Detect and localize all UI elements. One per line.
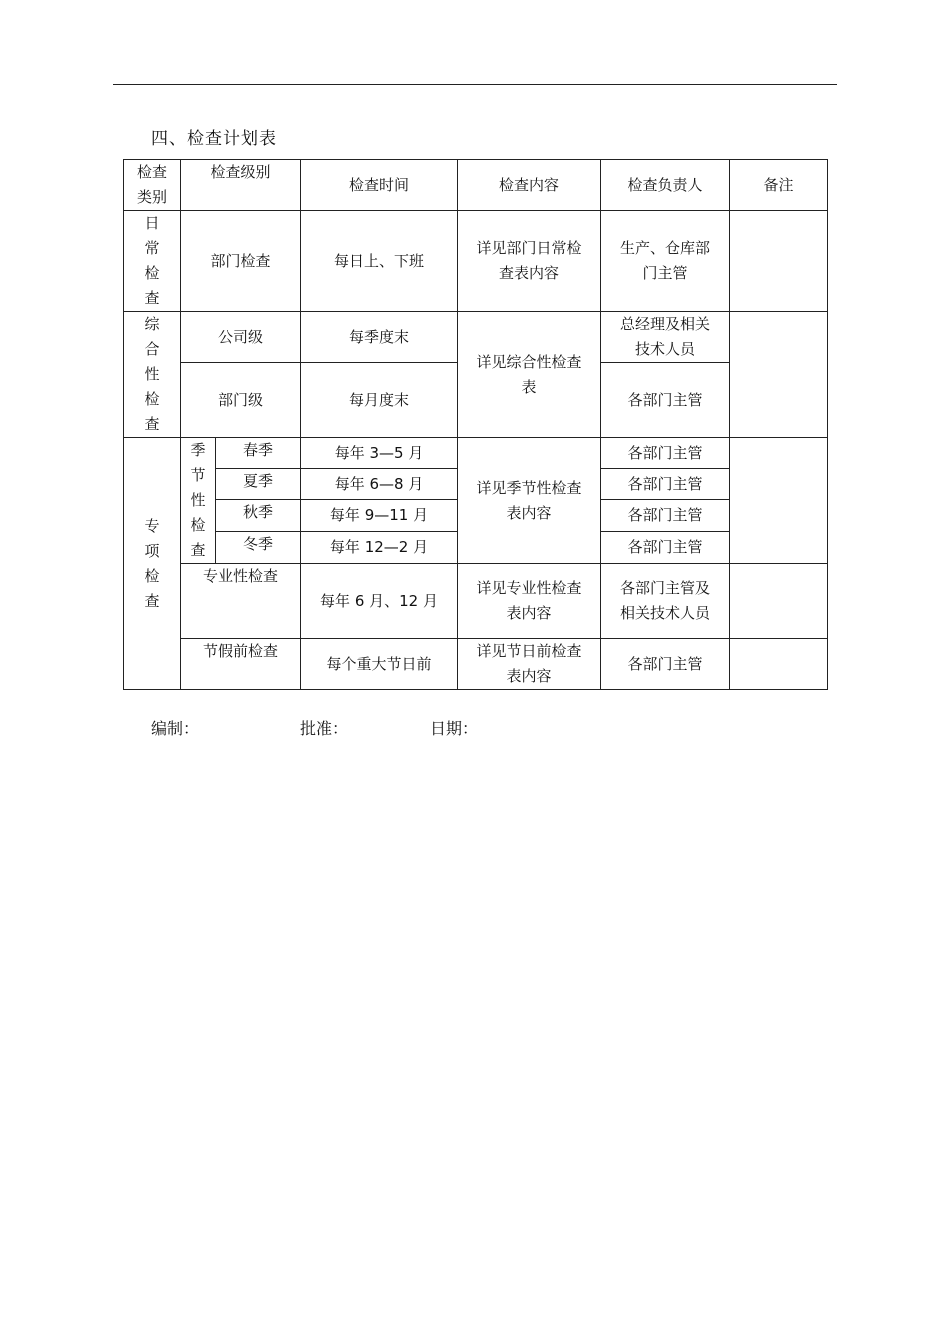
special-category: 专项检查 <box>124 438 181 690</box>
season-spring: 春季 <box>216 438 301 469</box>
table-row <box>124 564 828 639</box>
professional-time: 每年 6 月、12 月 <box>301 564 458 639</box>
comprehensive-level: 部门级 <box>181 363 301 438</box>
approved-by-label: 批准： <box>300 719 349 738</box>
header-content: 检查内容 <box>458 160 601 211</box>
comprehensive-level: 公司级 <box>181 312 301 363</box>
holiday-time: 每个重大节日前 <box>301 639 458 690</box>
table-row <box>124 438 828 469</box>
seasonal-remark <box>730 438 828 564</box>
inspection-plan-table <box>123 159 828 690</box>
header-owner: 检查负责人 <box>601 160 730 211</box>
holiday-remark <box>730 639 828 690</box>
comprehensive-remark <box>730 312 828 438</box>
compiled-by-label: 编制： <box>151 719 200 738</box>
header-row <box>124 160 828 211</box>
section-title: 四、检查计划表 <box>151 129 277 149</box>
header-remark: 备注 <box>730 160 828 211</box>
seasonal-content: 详见季节性检查表内容 <box>458 438 601 564</box>
season-owner: 各部门主管 <box>601 438 730 469</box>
daily-level: 部门检查 <box>181 211 301 312</box>
season-autumn: 秋季 <box>216 500 301 531</box>
comprehensive-content: 详见综合性检查表 <box>458 312 601 438</box>
comprehensive-time: 每季度末 <box>301 312 458 363</box>
table-row <box>124 639 828 690</box>
header-level: 检查级别 <box>181 160 301 211</box>
professional-remark <box>730 564 828 639</box>
season-time: 每年 6—8 月 <box>301 469 458 500</box>
seasonal-label: 季节性检查 <box>181 438 216 564</box>
comprehensive-category: 综合性检查 <box>124 312 181 438</box>
season-owner: 各部门主管 <box>601 531 730 563</box>
daily-content: 详见部门日常检查表内容 <box>458 211 601 312</box>
table-row <box>124 211 828 312</box>
comprehensive-owner: 各部门主管 <box>601 363 730 438</box>
season-time: 每年 9—11 月 <box>301 500 458 531</box>
holiday-owner: 各部门主管 <box>601 639 730 690</box>
season-winter: 冬季 <box>216 531 301 563</box>
table-row <box>124 312 828 363</box>
season-summer: 夏季 <box>216 469 301 500</box>
daily-owner: 生产、仓库部门主管 <box>601 211 730 312</box>
season-owner: 各部门主管 <box>601 500 730 531</box>
professional-content: 详见专业性检查表内容 <box>458 564 601 639</box>
daily-remark <box>730 211 828 312</box>
professional-level: 专业性检查 <box>181 564 301 639</box>
header-rule <box>113 84 837 85</box>
daily-time: 每日上、下班 <box>301 211 458 312</box>
header-category: 检查类别 <box>124 160 181 211</box>
comprehensive-time: 每月度末 <box>301 363 458 438</box>
season-time: 每年 3—5 月 <box>301 438 458 469</box>
daily-category: 日常检查 <box>124 211 181 312</box>
header-time: 检查时间 <box>301 160 458 211</box>
holiday-level: 节假前检查 <box>181 639 301 690</box>
season-owner: 各部门主管 <box>601 469 730 500</box>
professional-owner: 各部门主管及相关技术人员 <box>601 564 730 639</box>
date-label: 日期： <box>430 719 479 738</box>
holiday-content: 详见节日前检查表内容 <box>458 639 601 690</box>
comprehensive-owner: 总经理及相关技术人员 <box>601 312 730 363</box>
season-time: 每年 12—2 月 <box>301 531 458 563</box>
